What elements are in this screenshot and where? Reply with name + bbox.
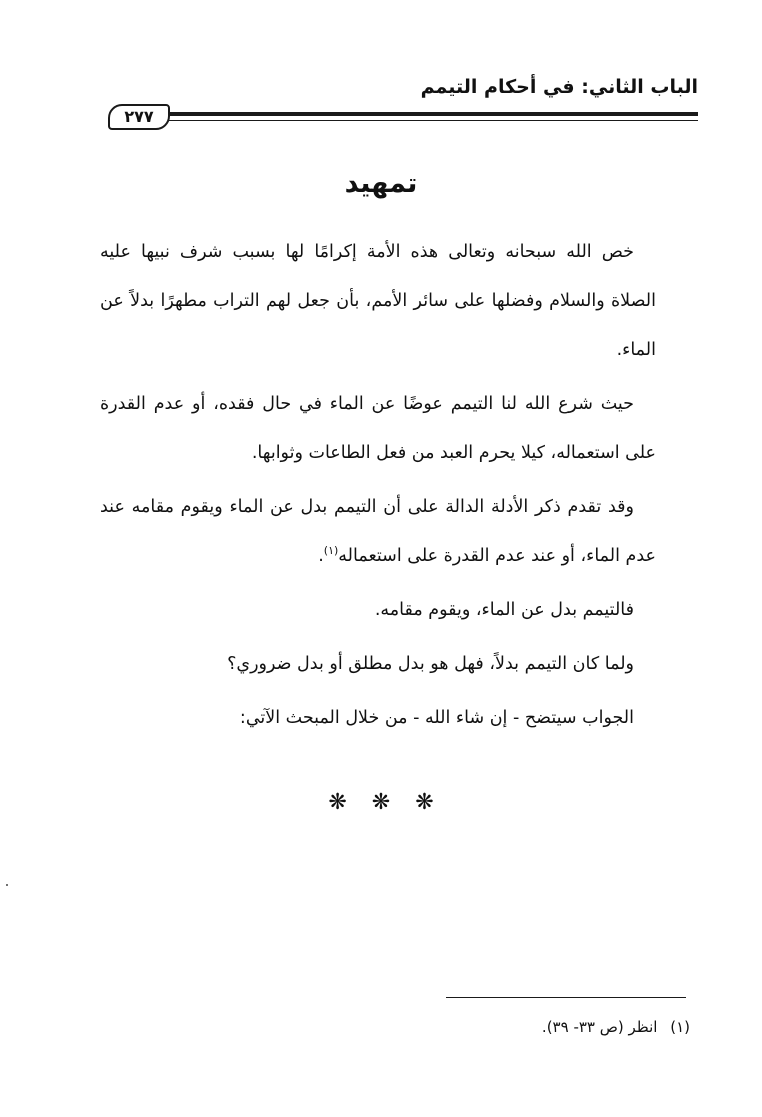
footnote-rule bbox=[446, 997, 686, 998]
paragraph-5: ولما كان التيمم بدلاً، فهل هو بدل مطلق أو بدل ضروري؟ bbox=[227, 654, 634, 674]
paragraph-3-text: وقد تقدم ذكر الأدلة الدالة على أن التيمم بدل عن الماء ويقوم مقامه عند عدم الماء، أو عند عدم القدرة على استعماله bbox=[100, 497, 656, 566]
section-title: تمهيد bbox=[344, 168, 418, 199]
footnote-text: انظر (ص ٣٣- ٣٩). bbox=[541, 1018, 658, 1036]
chapter-label: الباب الثاني: bbox=[581, 76, 698, 98]
paragraph-3-end: . bbox=[318, 546, 324, 566]
paragraph-2: حيث شرع الله لنا التيمم عوضًا عن الماء في حال فقده، أو عدم القدرة على استعماله، كيلا يحرم العبد من فعل الطاعات وثوابها. bbox=[100, 394, 656, 463]
paragraph-4: فالتيمم بدل عن الماء، ويقوم مقامه. bbox=[374, 600, 634, 620]
footnote bbox=[542, 1018, 690, 1036]
paragraph-6: الجواب سيتضح - إن شاء الله - من خلال المبحث الآتي: bbox=[239, 708, 634, 728]
running-header bbox=[421, 76, 698, 98]
paragraph-1: خص الله سبحانه وتعالى هذه الأمة إكرامًا لها بسبب شرف نبيها عليه الصلاة والسلام وفضلها على سائر الأمم، بأن جعل لهم التراب مطهرًا بدلاً عن الماء. bbox=[100, 242, 656, 360]
header-rule-thick bbox=[168, 112, 698, 116]
header-rule-thin bbox=[168, 120, 698, 121]
paragraph-3 bbox=[100, 483, 656, 581]
section-separator-stars: ❋ ❋ ❋ bbox=[328, 790, 434, 815]
body-text bbox=[100, 228, 656, 748]
footnote-marker: (١) bbox=[670, 1018, 690, 1036]
scan-speck bbox=[6, 884, 8, 886]
chapter-subtitle: في أحكام التيمم bbox=[420, 76, 575, 98]
footnote-reference[interactable]: (١) bbox=[323, 544, 339, 558]
page-number: ٢٧٧ bbox=[108, 104, 170, 130]
